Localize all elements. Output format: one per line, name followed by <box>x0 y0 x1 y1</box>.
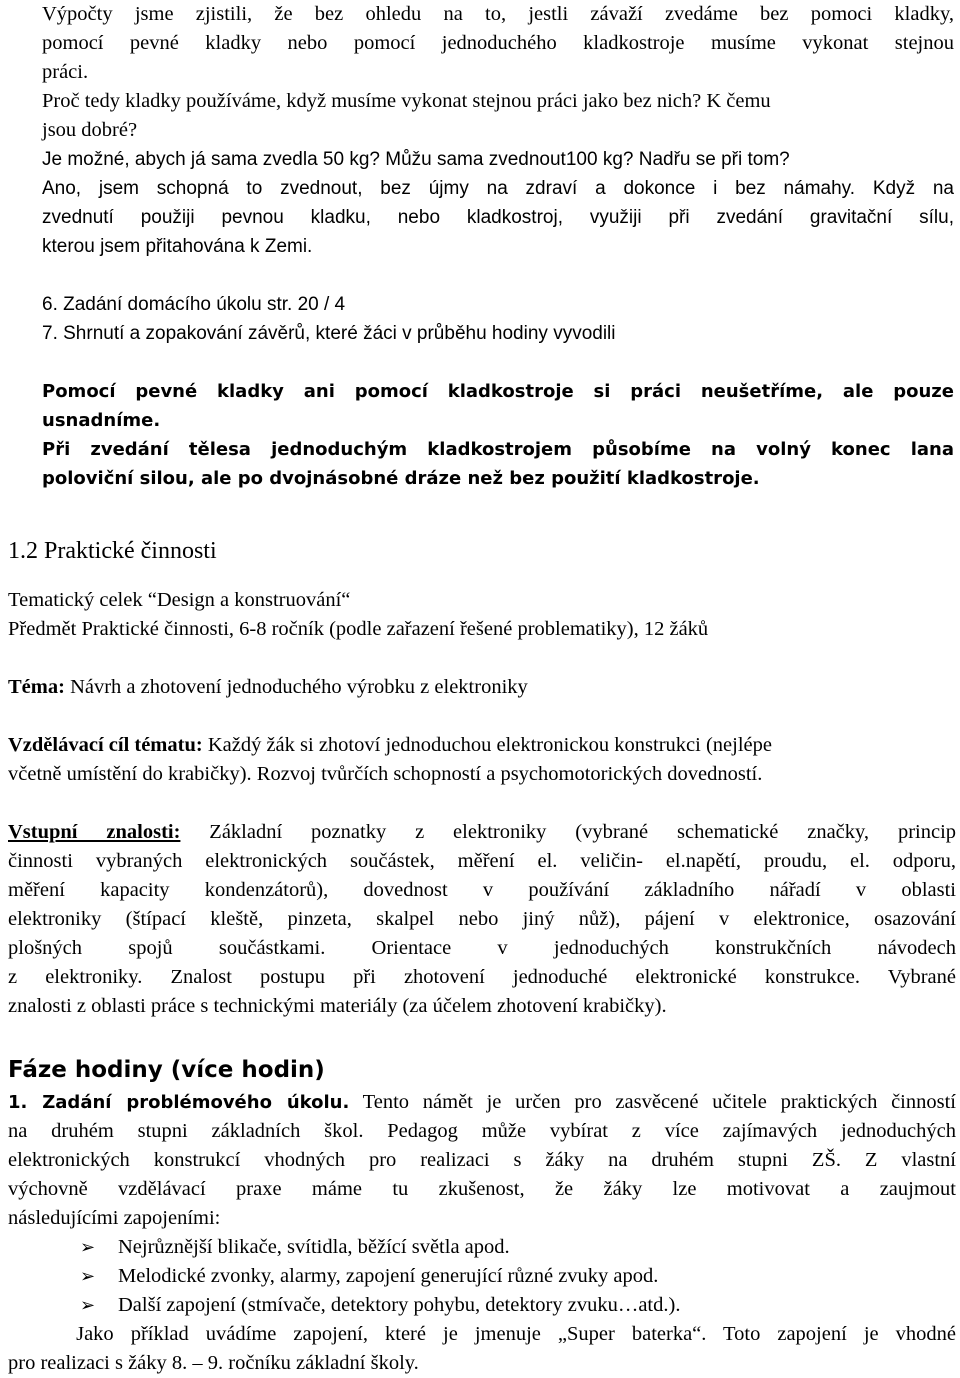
intro-p3-line-3: zvednutí použiji pevnou kladku, nebo kladkostroj, využiji při zvedání gravitační sílu, <box>42 207 954 228</box>
conclusion-line-1: Pomocí pevné kladky ani pomocí kladkostroje si práci neušetříme, ale pouze <box>42 381 954 402</box>
phases-line-1 <box>8 1088 956 1117</box>
section-heading <box>8 535 960 567</box>
goal-text-1: Každý žák si zhotoví jednoduchou elektronickou konstrukci (nejlépe <box>202 734 772 756</box>
phase-step1-label: 1. Zadání problémového úkolu. <box>8 1092 350 1113</box>
closing-line-2: pro realizaci s žáky 8. – 9. ročníku základní školy. <box>8 1352 419 1374</box>
topic-line <box>8 673 960 702</box>
entry-line-7: znalosti z oblasti práce s technickými materiály (za účelem zhotovení krabičky). <box>8 995 667 1017</box>
intro-p2-line-1: Proč tedy kladky používáme, když musíme vykonat stejnou práci jako bez nich? K čemu <box>42 90 771 112</box>
entry-line-6: z elektroniky. Znalost postupu při zhotovení jednoduché elektronické konstrukce. Vybrané <box>8 966 956 988</box>
conclusion-line-3: Při zvedání tělesa jednoduchým kladkostrojem působíme na volný konec lana <box>42 439 954 460</box>
entry-line-1 <box>8 818 956 847</box>
section-number: 1.2 <box>8 538 38 564</box>
thematic-unit: Tematický celek “Design a konstruování“ <box>8 589 351 611</box>
intro-p3-line-4: kterou jsem přitahována k Zemi. <box>42 236 313 257</box>
entry-text-1: Základní poznatky z elektroniky (vybrané schematické značky, princip <box>180 821 957 843</box>
arrow-bullet-icon: ➢ <box>80 1266 96 1286</box>
intro-p1-line-3: práci. <box>42 61 89 83</box>
step-6: 6. Zadání domácího úkolu str. 20 / 4 <box>42 294 346 315</box>
topic-label: Téma: <box>8 676 65 698</box>
phases-line-3: elektronických konstrukcí vhodných pro realizaci s žáky na druhém stupni ZŠ. Z vlastní <box>8 1149 956 1171</box>
entry-line-4: elektroniky (štípací kleště, pinzeta, skalpel nebo jiný nůž), pájení v elektronice, osazování <box>8 908 956 930</box>
conclusion-line-4: poloviční silou, ale po dvojnásobné dráze než bez použití kladkostroje. <box>42 468 760 489</box>
subject-line: Předmět Praktické činnosti, 6-8 ročník (podle zařazení řešené problematiky), 12 žáků <box>8 618 709 640</box>
entry-line-2: činnosti vybraných elektronických součástek, měření el. veličin- el.napětí, proudu, el. odporu, <box>8 850 956 872</box>
entry-label: Vstupní znalosti: <box>8 821 181 843</box>
arrow-bullet-icon: ➢ <box>80 1237 96 1257</box>
intro-p1-line-2: pomocí pevné kladky nebo pomocí jednoduchého kladkostroje musíme vykonat stejnou <box>42 32 954 54</box>
closing-line-1: Jako příklad uvádíme zapojení, které je jmenuje „Super baterka“. Toto zapojení je vhodné <box>8 1323 956 1345</box>
conclusion-line-2: usnadníme. <box>42 410 161 431</box>
goal-label: Vzdělávací cíl tématu: <box>8 734 203 756</box>
intro-p1-line-1: Výpočty jsme zjistili, že bez ohledu na to, jestli závaží zvedáme bez pomoci kladky, <box>42 3 954 25</box>
phases-line-5: následujícími zapojeními: <box>8 1207 221 1229</box>
entry-line-3: měření kapacity kondenzátorů), dovednost v používání základního nářadí v oblasti <box>8 879 956 901</box>
phases-line-4: výchovně vzdělávací praxe máme tu zkušenost, že žáky lze motivovat a zaujmout <box>8 1178 956 1200</box>
phase-step1-text: Tento námět je určen pro zasvěcené učitele praktických činností <box>349 1091 956 1113</box>
section-title: Praktické činnosti <box>44 538 217 564</box>
goal-line-2: včetně umístění do krabičky). Rozvoj tvůrčích schopností a psychomotorických dovedností. <box>8 763 763 785</box>
entry-line-5: plošných spojů součástkami. Orientace v jednoduchých konstrukčních návodech <box>8 937 956 959</box>
goal-line-1 <box>8 731 960 760</box>
step-7: 7. Shrnutí a zopakování závěrů, které žáci v průběhu hodiny vyvodili <box>42 323 616 344</box>
intro-p3-line-2: Ano, jsem schopná to zvednout, bez újmy na zdraví a dokonce i bez námahy. Když na <box>42 178 954 199</box>
intro-p3-line-1: Je možné, abych já sama zvedla 50 kg? Můžu sama zvednout100 kg? Nadřu se při tom? <box>42 149 790 170</box>
phases-line-2: na druhém stupni základních škol. Pedagog může vybírat z více zajímavých jednoduchých <box>8 1120 956 1142</box>
phases-heading: Fáze hodiny (více hodin) <box>8 1057 325 1083</box>
topic-value: Návrh a zhotovení jednoduchého výrobku z elektroniky <box>64 676 528 698</box>
intro-p2-line-2: jsou dobré? <box>42 119 138 141</box>
document-page: Výpočty jsme zjistili, že bez ohledu na to, jestli závaží zvedáme bez pomoci kladky, pomocí pevné kladky nebo pomocí jednoduchého kladkostroje musíme vykonat stejnou práci. Proč tedy kladky používáme, když musíme vykonat stejnou práci jako bez nich? K čemu jsou dobré? Je možné, abych já sama zvedla 50 kg? Můžu sama zvednout100 kg? Nadřu se při tom? Ano, jsem schopná to zvednout, bez újmy na zdraví a dokonce i bez námahy. Když na zvednutí použiji pevnou kladku, nebo kladkostroj, využiji při zvedání gravitační sílu, kterou jsem přitahována k Zemi. 6. Zadání domácího úkolu str. 20 / 4 7. Shrnutí a zopakování závěrů, které žáci v průběhu hodiny vyvodili Pomocí pevné kladky ani pomocí kladkostroje si práci neušetříme, ale pouze usnadníme. Při zvedání tělesa jednoduchým kladkostrojem působíme na volný konec lana poloviční silou, ale po dvojnásobné dráze než bez použití kladkostroje. 1.2 Praktické činnosti Tematický celek “Design a konstruování“ Předmět Praktické činnosti, 6-8 ročník (podle zařazení řešené problematiky), 12 žáků Téma: Návrh a zhotovení jednoduchého výrobku z elektroniky Vzdělávací cíl tématu: Každý žák si zhotoví jednoduchou elektronickou konstrukci (nejlépe včetně umístění do krabičky). Rozvoj tvůrčích schopností a psychomotorických dovedností. Vstupní znalosti: Základní poznatky z elektroniky (vybrané schematické značky, princip činnosti vybraných elektronických součástek, měření el. veličin- el.napětí, proudu, el. odporu, měření kapacity kondenzátorů), dovednost v používání základního nářadí v oblasti elektroniky (štípací kleště, pinzeta, skalpel nebo jiný nůž), pájení v elektronice, osazování plošných spojů součástkami. Orientace v jednoduchých konstrukčních návodech z elektroniky. Znalost postupu při zhotovení jednoduché elektronické konstrukce. Vybrané znalosti z oblasti práce s technickými materiály (za účelem zhotovení krabičky). Fáze hodiny (více hodin) 1. Zadání problémového úkolu. Tento námět je určen pro zasvěcené učitele praktických činností na druhém stupni základních škol. Pedagog může vybírat z více zajímavých jednoduchých elektronických konstrukcí vhodných pro realizaci s žáky na druhém stupni ZŠ. Z vlastní výchovně vzdělávací praxe máme tu zkušenost, že žáky lze motivovat a zaujmout následujícími zapojeními: ➢ Nejrůznější blikače, svítidla, běžící světla apod. ➢ Melodické zvonky, alarmy, zapojení generující různé zvuky apod. ➢ Další zapojení (stmívače, detektory pohybu, detektory zvuku…atd.). Jako příklad uvádíme zapojení, které je jmenuje „Super baterka“. Toto zapojení je vhodné pro realizaci s žáky 8. – 9. ročníku základní školy. <box>0 0 960 1375</box>
arrow-bullet-icon: ➢ <box>80 1295 96 1315</box>
